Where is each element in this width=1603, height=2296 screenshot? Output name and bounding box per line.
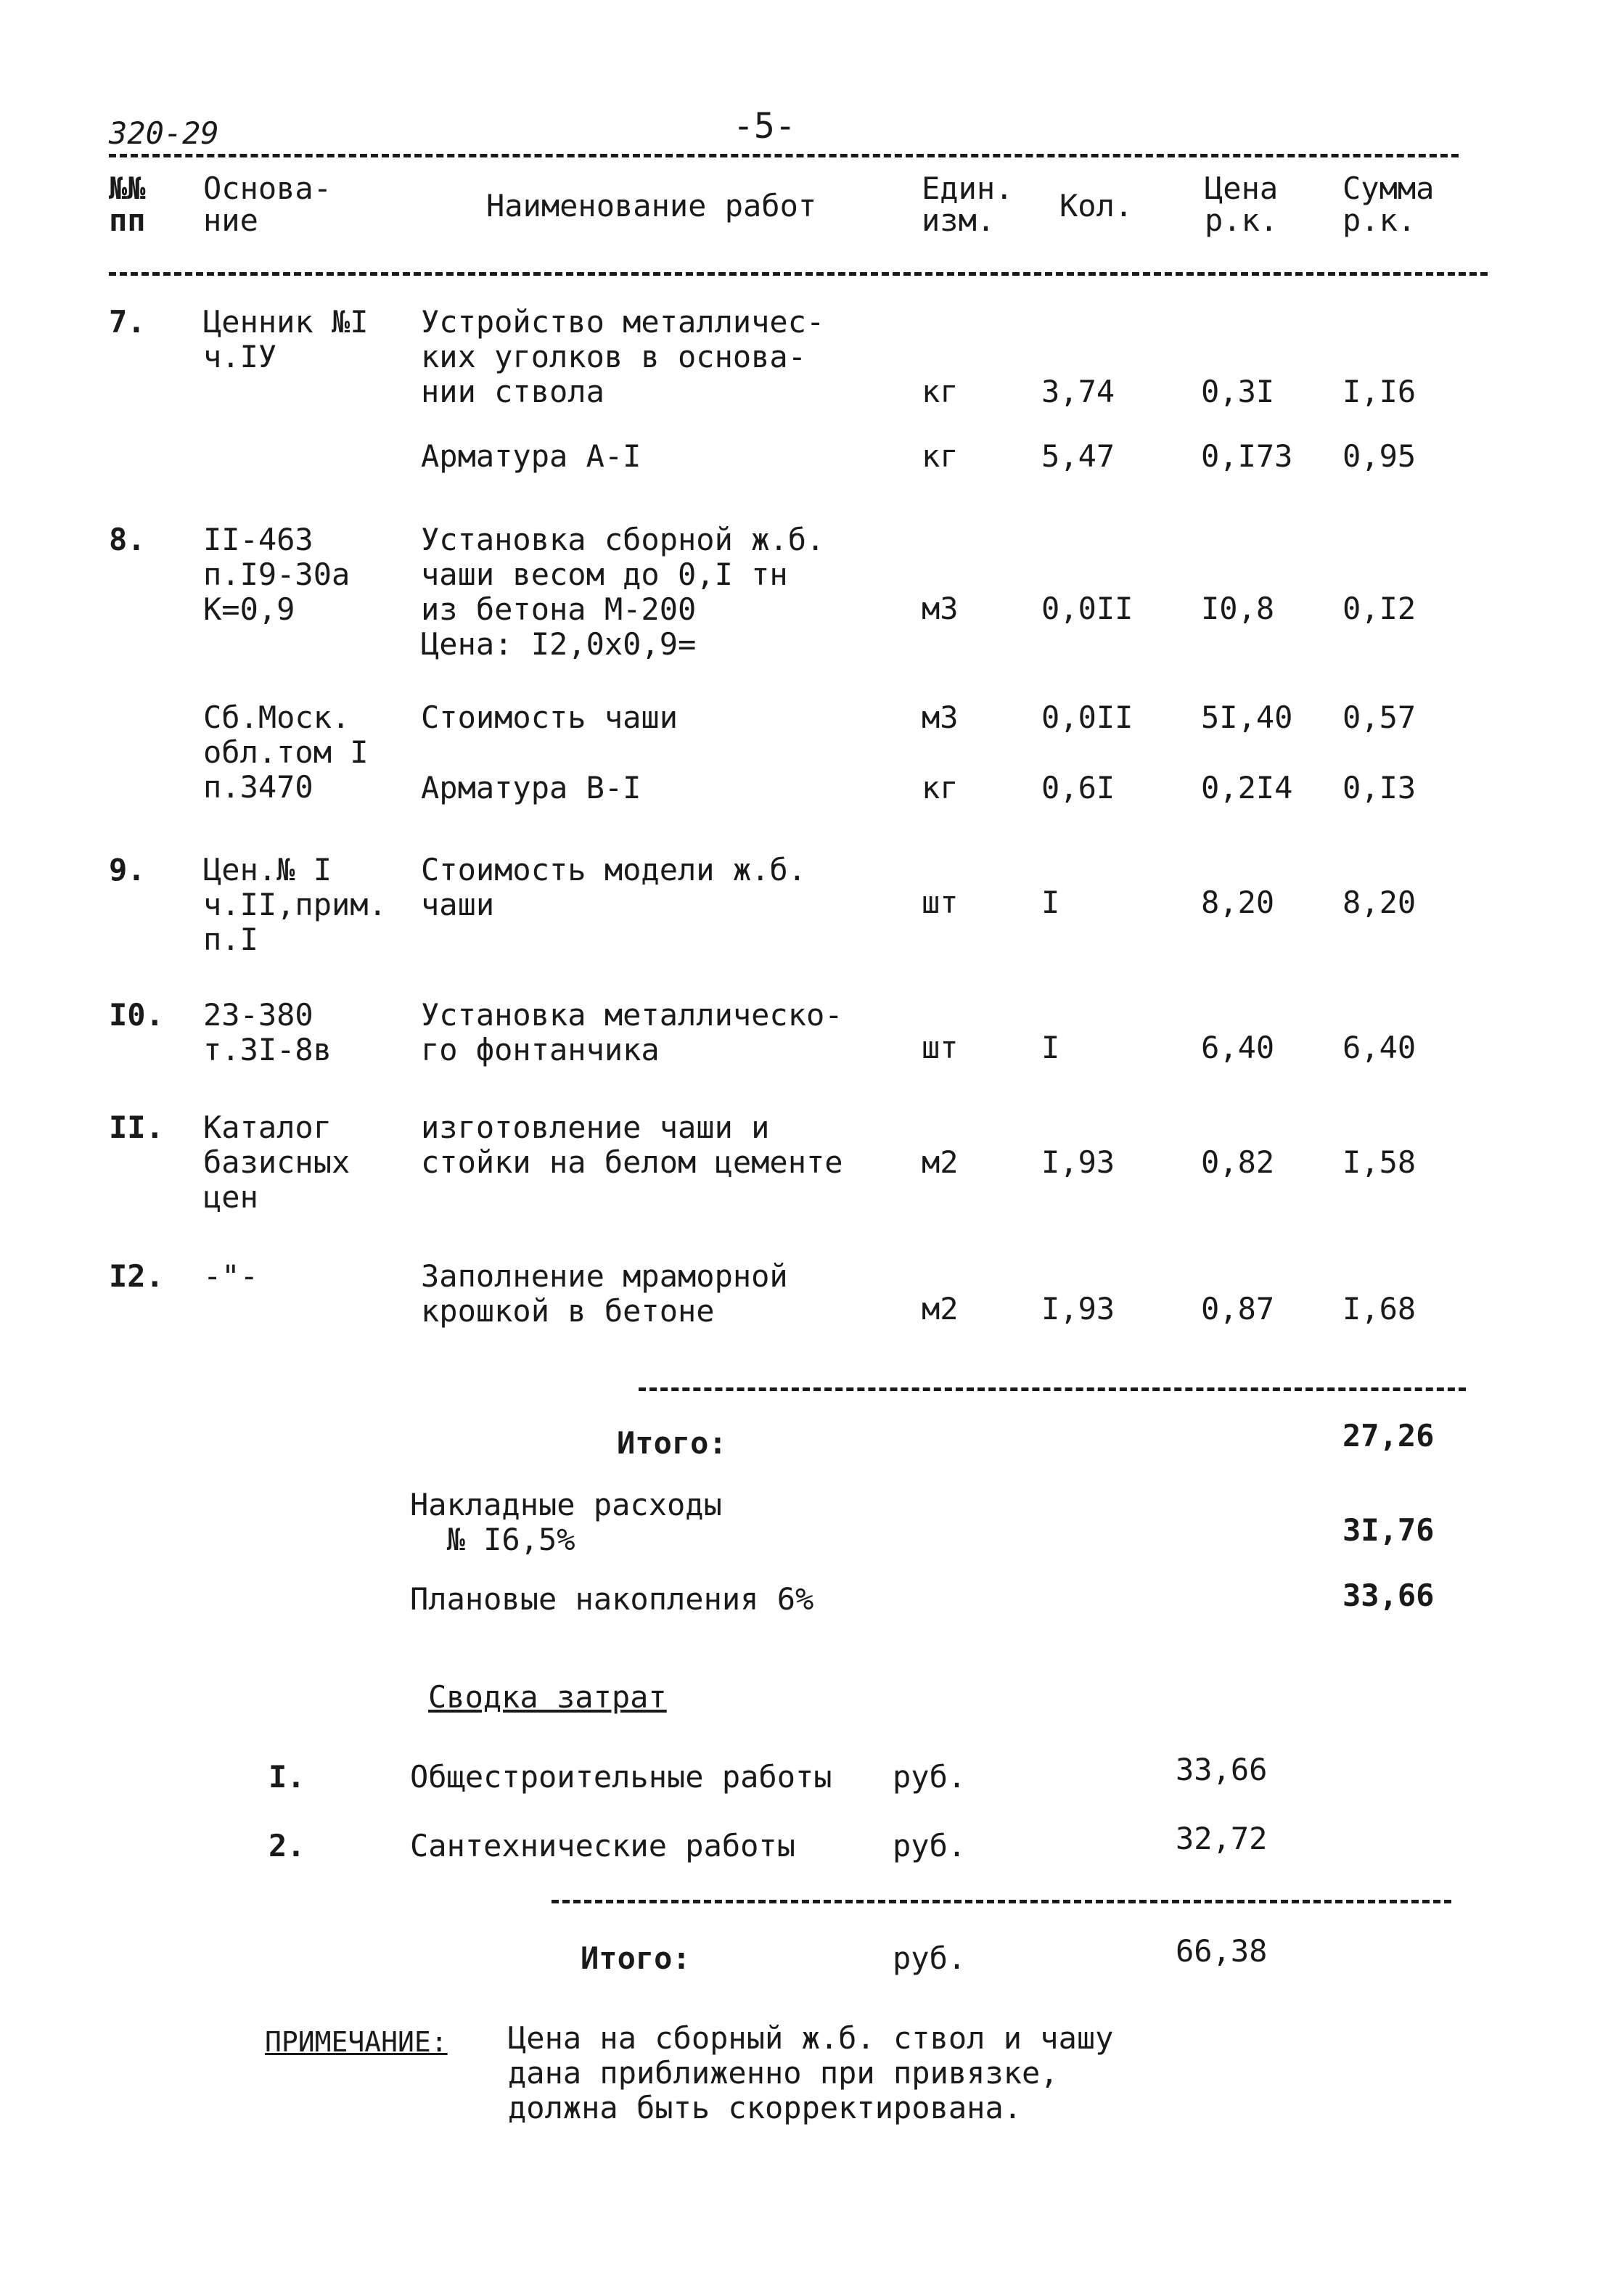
row-unit: кг bbox=[922, 438, 959, 474]
row-name: Устройство металличес- ких уголков в основа- нии ствола bbox=[421, 304, 825, 409]
summary-total-value: 66,38 bbox=[1176, 1933, 1268, 1969]
row-basis: -"- bbox=[203, 1258, 258, 1294]
row-name: Стоимость модели ж.б. чаши bbox=[421, 852, 807, 922]
summary-rule bbox=[552, 1900, 1451, 1903]
planned-value: 33,66 bbox=[1342, 1578, 1435, 1613]
summary-item-unit: руб. bbox=[893, 1759, 967, 1795]
row-name: изготовление чаши и стойки на белом цементе bbox=[421, 1110, 843, 1180]
row-num: I2. bbox=[109, 1258, 164, 1294]
row-qty: I bbox=[1041, 885, 1060, 920]
row-num: 7. bbox=[109, 304, 146, 340]
row-unit: м2 bbox=[922, 1291, 959, 1327]
col-header-unit: Един. изм. bbox=[922, 171, 1014, 238]
header-rule-top bbox=[109, 154, 1459, 157]
itogo-value: 27,26 bbox=[1342, 1418, 1435, 1454]
row-price: I0,8 bbox=[1201, 591, 1275, 626]
summary-item-name: Сантехнические работы bbox=[410, 1828, 796, 1864]
row-num: II. bbox=[109, 1110, 164, 1145]
row-qty: 0,0II bbox=[1041, 591, 1133, 626]
row-qty: 5,47 bbox=[1041, 438, 1115, 474]
summary-total-unit: руб. bbox=[893, 1940, 967, 1976]
row-num: 9. bbox=[109, 852, 146, 887]
row-qty: I bbox=[1041, 1030, 1060, 1065]
row-basis: II-463 п.I9-30а К=0,9 bbox=[203, 522, 350, 627]
row-qty: 3,74 bbox=[1041, 374, 1115, 409]
row-unit: м3 bbox=[922, 700, 959, 735]
row-name: Установка сборной ж.б. чаши весом до 0,I тн из бетона М-200 Цена: I2,0х0,9= bbox=[421, 522, 825, 662]
col-header-num: №№ пп bbox=[109, 171, 146, 238]
summary-item-value: 32,72 bbox=[1176, 1821, 1268, 1856]
row-price: 0,I73 bbox=[1201, 438, 1293, 474]
row-price: 0,87 bbox=[1201, 1291, 1275, 1327]
row-sum: I,68 bbox=[1342, 1291, 1417, 1327]
summary-item-unit: руб. bbox=[893, 1828, 967, 1864]
row-num: I0. bbox=[109, 997, 164, 1033]
summary-item-num: I. bbox=[268, 1759, 306, 1795]
row-sum: 0,I2 bbox=[1342, 591, 1417, 626]
row-name: Установка металлическо- го фонтанчика bbox=[421, 997, 843, 1067]
note-text: Цена на сборный ж.б. ствол и чашу дана приближенно при привязке, должна быть скорректирована. bbox=[508, 2020, 1114, 2125]
row-basis: Цен.№ I ч.II,прим. п.I bbox=[203, 852, 387, 957]
row-sum: 6,40 bbox=[1342, 1030, 1417, 1065]
row-sum: I,I6 bbox=[1342, 374, 1417, 409]
totals-rule bbox=[639, 1387, 1466, 1391]
row-sum: 8,20 bbox=[1342, 885, 1417, 920]
summary-item-name: Общестроительные работы bbox=[410, 1759, 832, 1795]
row-sum: 0,57 bbox=[1342, 700, 1417, 735]
row-unit: шт bbox=[922, 1030, 959, 1065]
itogo-label: Итого: bbox=[617, 1425, 727, 1461]
note-label: ПРИМЕЧАНИЕ: bbox=[265, 2026, 448, 2058]
overhead-label: Накладные расходы № I6,5% bbox=[410, 1487, 722, 1557]
row-basis: Сб.Моск. обл.том I п.3470 bbox=[203, 700, 369, 805]
row-name: Заполнение мраморной крошкой в бетоне bbox=[421, 1258, 788, 1329]
row-basis: 23-380 т.3I-8в bbox=[203, 997, 332, 1067]
summary-item-value: 33,66 bbox=[1176, 1752, 1268, 1787]
row-basis: Каталог базисных цен bbox=[203, 1110, 350, 1215]
doc-code: 320-29 bbox=[109, 115, 219, 151]
row-basis: Ценник №I ч.IУ bbox=[203, 304, 369, 374]
row-sum: I,58 bbox=[1342, 1144, 1417, 1180]
row-unit: шт bbox=[922, 885, 959, 920]
row-price: 8,20 bbox=[1201, 885, 1275, 920]
row-name: Арматура В-I bbox=[421, 770, 641, 805]
col-header-qty: Кол. bbox=[1059, 188, 1133, 224]
row-price: 0,3I bbox=[1201, 374, 1275, 409]
summary-item-num: 2. bbox=[268, 1828, 306, 1864]
overhead-value: 3I,76 bbox=[1342, 1512, 1435, 1548]
row-num: 8. bbox=[109, 522, 146, 557]
planned-label: Плановые накопления 6% bbox=[410, 1581, 814, 1617]
col-header-price: Цена р.к. bbox=[1205, 171, 1279, 238]
row-qty: I,93 bbox=[1041, 1291, 1115, 1327]
summary-title: Сводка затрат bbox=[428, 1679, 667, 1715]
row-qty: 0,0II bbox=[1041, 700, 1133, 735]
row-price: 5I,40 bbox=[1201, 700, 1293, 735]
row-unit: кг bbox=[922, 770, 959, 805]
col-header-name: Наименование работ bbox=[486, 188, 817, 224]
row-unit: м2 bbox=[922, 1144, 959, 1180]
row-name: Стоимость чаши bbox=[421, 700, 678, 735]
col-header-sum: Сумма р.к. bbox=[1342, 171, 1435, 238]
row-price: 6,40 bbox=[1201, 1030, 1275, 1065]
header-rule-bottom bbox=[109, 272, 1488, 276]
col-header-basis: Основа- ние bbox=[203, 171, 332, 238]
row-qty: I,93 bbox=[1041, 1144, 1115, 1180]
row-sum: 0,95 bbox=[1342, 438, 1417, 474]
row-price: 0,82 bbox=[1201, 1144, 1275, 1180]
row-sum: 0,I3 bbox=[1342, 770, 1417, 805]
row-unit: кг bbox=[922, 374, 959, 409]
page-number: -5- bbox=[733, 106, 796, 147]
row-unit: м3 bbox=[922, 591, 959, 626]
summary-total-label: Итого: bbox=[581, 1940, 691, 1976]
row-name: Арматура А-I bbox=[421, 438, 641, 474]
row-qty: 0,6I bbox=[1041, 770, 1115, 805]
row-price: 0,2I4 bbox=[1201, 770, 1293, 805]
